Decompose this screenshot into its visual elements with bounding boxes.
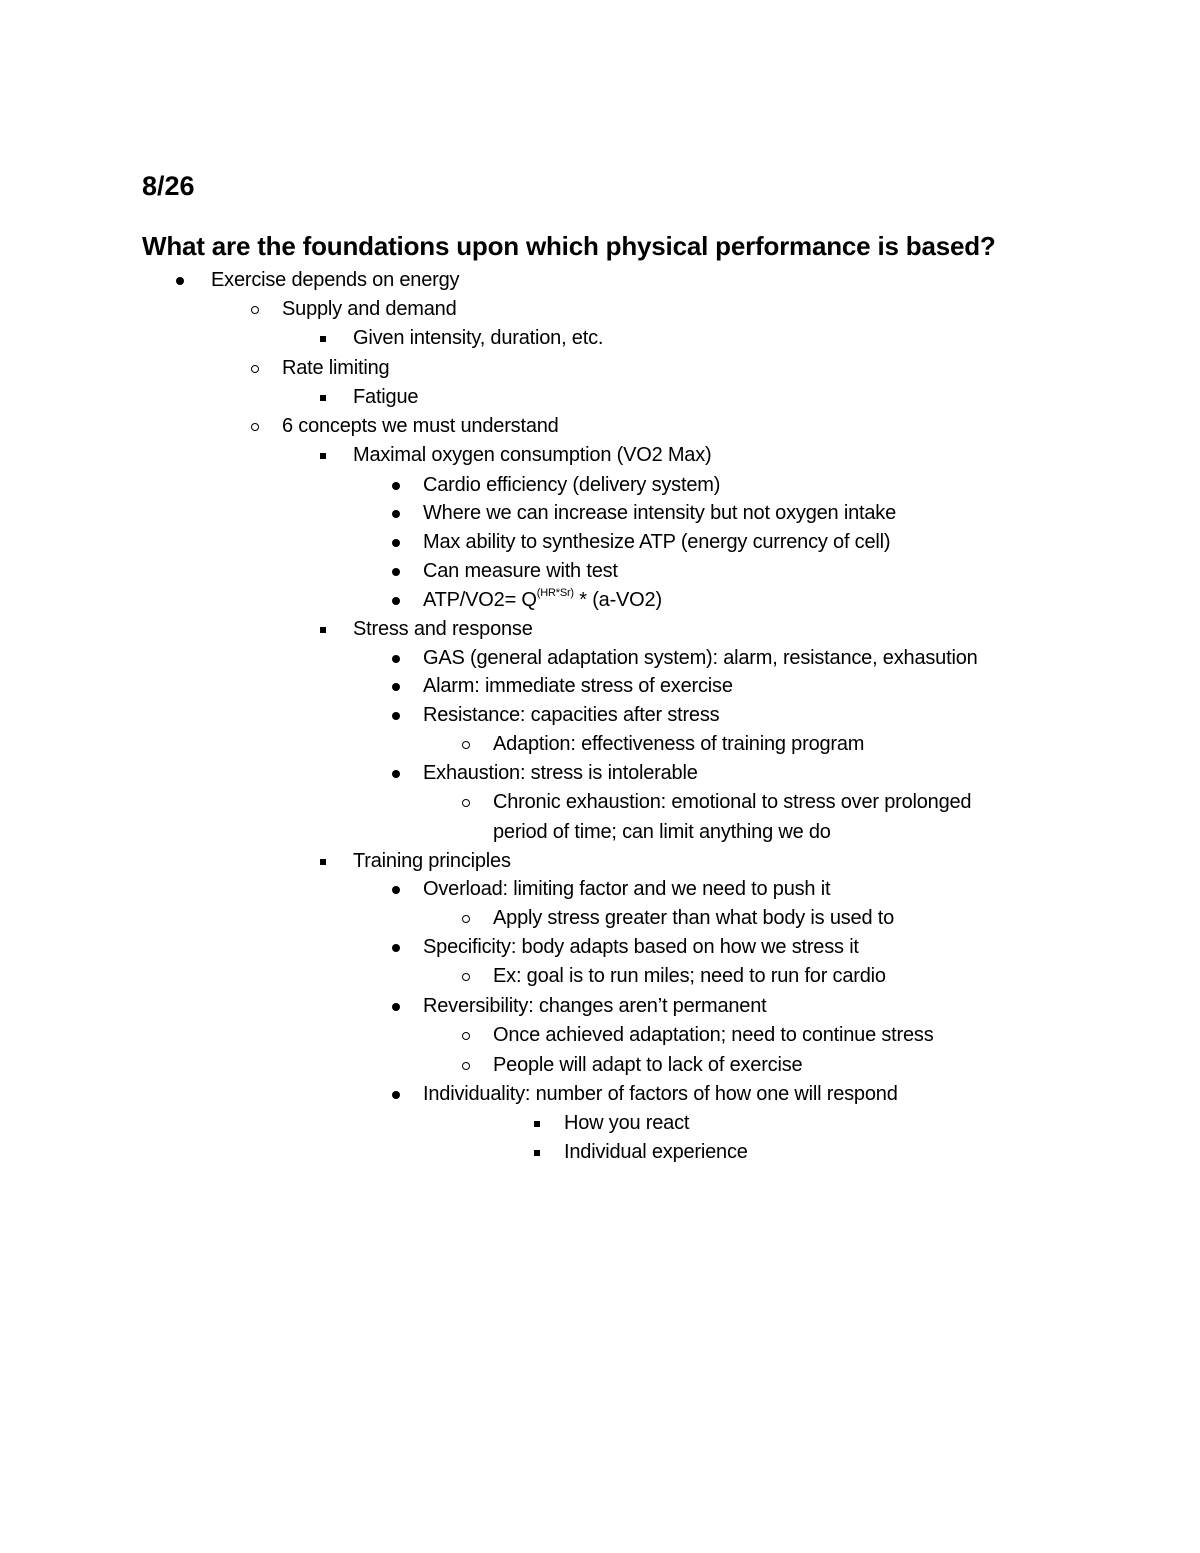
list-item-text: Fatigue <box>353 386 419 408</box>
bullet-icon <box>381 759 411 788</box>
circle-bullet-icon <box>451 1051 481 1080</box>
bullet-icon <box>381 992 411 1021</box>
list-item-text: GAS (general adaptation system): alarm, resistance, exhasution <box>423 647 978 669</box>
list-item-text: Resistance: capacities after stress <box>423 704 720 726</box>
formula-text <box>423 586 662 615</box>
list-item-text: Max ability to synthesize ATP (energy currency of cell) <box>423 531 891 553</box>
list-item-text: Ex: goal is to run miles; need to run for cardio <box>493 965 886 987</box>
list-item-text: Exercise depends on energy <box>211 269 460 291</box>
circle-bullet-icon <box>240 412 270 441</box>
bullet-icon <box>381 528 411 557</box>
list-item-text: Training principles <box>353 850 511 872</box>
list-item-text: Apply stress greater than what body is used to <box>493 907 895 929</box>
formula-part: * (a-VO2) <box>573 589 662 611</box>
list-item-text: Once achieved adaptation; need to continue stress <box>493 1024 934 1046</box>
bullet-icon <box>381 557 411 586</box>
circle-bullet-icon <box>451 962 481 991</box>
circle-bullet-icon <box>451 730 481 759</box>
list-item-text: Individuality: number of factors of how one will respond <box>423 1083 898 1105</box>
circle-bullet-icon <box>451 788 481 817</box>
list-item-text: 6 concepts we must understand <box>282 415 559 437</box>
list-item-text: Overload: limiting factor and we need to push it <box>423 878 831 900</box>
square-bullet-icon <box>308 383 338 412</box>
list-item-text: Where we can increase intensity but not oxygen intake <box>423 502 897 524</box>
list-item-text: Reversibility: changes aren’t permanent <box>423 995 767 1017</box>
bullet-icon <box>381 701 411 730</box>
list-item-text: Given intensity, duration, etc. <box>353 327 604 349</box>
list-item-text: Chronic exhaustion: emotional to stress over prolonged <box>493 791 972 813</box>
square-bullet-icon <box>522 1109 552 1138</box>
list-item-text: period of time; can limit anything we do <box>493 821 831 843</box>
list-item-text: Individual experience <box>564 1141 748 1163</box>
list-item-text: Exhaustion: stress is intolerable <box>423 762 698 784</box>
circle-bullet-icon <box>240 295 270 324</box>
list-item-text: Specificity: body adapts based on how we stress it <box>423 936 859 958</box>
circle-bullet-icon <box>451 1021 481 1050</box>
bullet-icon <box>381 1080 411 1109</box>
circle-bullet-icon <box>451 904 481 933</box>
bullet-icon <box>381 499 411 528</box>
note-date: 8/26 <box>142 171 195 201</box>
square-bullet-icon <box>308 847 338 876</box>
bullet-icon <box>165 266 195 295</box>
formula-part: ATP/VO2= Q <box>423 589 537 611</box>
formula-superscript: (HR*Sr) <box>536 587 574 600</box>
list-item-text: People will adapt to lack of exercise <box>493 1054 803 1076</box>
circle-bullet-icon <box>240 354 270 383</box>
bullet-icon <box>381 471 411 500</box>
square-bullet-icon <box>308 441 338 470</box>
bullet-icon <box>381 933 411 962</box>
bullet-icon <box>381 586 411 615</box>
bullet-icon <box>381 672 411 701</box>
page-heading: What are the foundations upon which physical performance is based? <box>142 231 996 261</box>
bullet-icon <box>381 875 411 904</box>
list-item-text: Cardio efficiency (delivery system) <box>423 474 721 496</box>
square-bullet-icon <box>522 1138 552 1167</box>
bullet-icon <box>381 644 411 673</box>
list-item-text: Maximal oxygen consumption (VO2 Max) <box>353 444 712 466</box>
list-item-text: Can measure with test <box>423 560 618 582</box>
list-item-text: Rate limiting <box>282 357 390 379</box>
list-item-text: How you react <box>564 1112 690 1134</box>
list-item-text: Supply and demand <box>282 298 457 320</box>
list-item-text: Stress and response <box>353 618 533 640</box>
square-bullet-icon <box>308 324 338 353</box>
list-item-text: Alarm: immediate stress of exercise <box>423 675 733 697</box>
list-item-text: Adaption: effectiveness of training program <box>493 733 865 755</box>
square-bullet-icon <box>308 615 338 644</box>
